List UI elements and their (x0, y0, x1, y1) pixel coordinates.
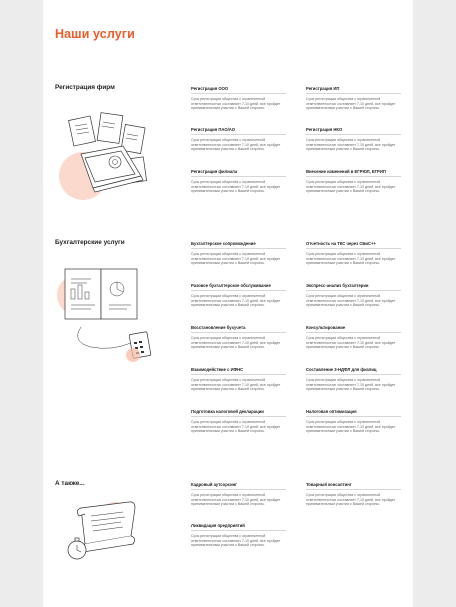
service-item[interactable] (191, 127, 286, 152)
service-title: Консультирование (306, 325, 401, 333)
service-description: Срок регистрации общества с ограниченной ответственностью составляет 7-10 дней, все пройдет принимательным участии с Вашей стороны. (306, 420, 396, 434)
service-item[interactable] (191, 367, 286, 392)
service-title: Восстановление бухучета (191, 325, 286, 333)
service-description: Срок регистрации общества с ограниченной ответственностью составляет 7-10 дней, все пройдет принимательным участии с Вашей стороны. (191, 252, 281, 266)
service-title: Регистрация НКО (306, 127, 401, 135)
service-item[interactable] (306, 409, 401, 434)
service-description: Срок регистрации общества с ограниченной ответственностью составляет 7-10 дней, все пройдет принимательным участии с Вашей стороны. (191, 534, 281, 548)
service-description: Срок регистрации общества с ограниченной ответственностью составляет 7-10 дней, все пройдет принимательным участии с Вашей стороны. (191, 493, 281, 507)
service-item[interactable] (191, 169, 286, 194)
service-title: Взаимодействие с ИФНС (191, 367, 286, 375)
service-item[interactable] (191, 482, 286, 507)
service-title: Регистрация ПАО/АО (191, 127, 286, 135)
section-also (43, 480, 413, 590)
accounting-book-calculator-illustration (51, 247, 161, 377)
service-description: Срок регистрации общества с ограниченной ответственностью составляет 7-10 дней, все пройдет принимательным участии с Вашей стороны. (306, 294, 396, 308)
service-title: Подготовка налоговой декларации (191, 409, 286, 417)
service-description: Срок регистрации общества с ограниченной ответственностью составляет 7-10 дней, все пройдет принимательным участии с Вашей стороны. (191, 97, 281, 111)
service-description: Срок регистрации общества с ограниченной ответственностью составляет 7-10 дней, все пройдет принимательным участии с Вашей стороны. (306, 97, 396, 111)
service-item[interactable] (306, 482, 401, 507)
service-description: Срок регистрации общества с ограниченной ответственностью составляет 7-10 дней, все пройдет принимательным участии с Вашей стороны. (306, 378, 396, 392)
service-description: Срок регистрации общества с ограниченной ответственностью составляет 7-10 дней, все пройдет принимательным участии с Вашей стороны. (191, 336, 281, 350)
service-item[interactable] (306, 283, 401, 308)
section-title-accounting: Бухгалтерские услуги (55, 239, 125, 246)
service-item[interactable] (306, 127, 401, 152)
services-page (43, 0, 413, 607)
service-description: Срок регистрации общества с ограниченной ответственностью составляет 7-10 дней, все пройдет принимательным участии с Вашей стороны. (306, 493, 396, 507)
service-title: Ликвидация предприятий (191, 523, 286, 531)
page-title: Наши услуги (55, 27, 135, 41)
service-title: Регистрация ООО (191, 86, 286, 94)
service-item[interactable] (191, 325, 286, 350)
service-description: Срок регистрации общества с ограниченной ответственностью составляет 7-10 дней, все пройдет принимательным участии с Вашей стороны. (191, 420, 281, 434)
service-description: Срок регистрации общества с ограниченной ответственностью составляет 7-10 дней, все пройдет принимательным участии с Вашей стороны. (306, 138, 396, 152)
service-item[interactable] (191, 523, 286, 548)
scroll-stopwatch-illustration (51, 490, 161, 570)
section-title-also: А также... (55, 480, 85, 487)
service-description: Срок регистрации общества с ограниченной ответственностью составляет 7-10 дней, все пройдет принимательным участии с Вашей стороны. (306, 252, 396, 266)
section-accounting (43, 239, 413, 454)
service-item[interactable] (191, 283, 286, 308)
service-description: Срок регистрации общества с ограниченной ответственностью составляет 7-10 дней, все пройдет принимательным участии с Вашей стороны. (191, 294, 281, 308)
service-title: Бухгалтерское сопровождение (191, 241, 286, 249)
service-item[interactable] (191, 409, 286, 434)
service-title: Налоговая оптимизация (306, 409, 401, 417)
section-registration (43, 84, 413, 209)
service-description: Срок регистрации общества с ограниченной ответственностью составляет 7-10 дней, все пройдет принимательным участии с Вашей стороны. (191, 138, 281, 152)
service-title: Экспресс-анализ бухгалтерии (306, 283, 401, 291)
service-description: Срок регистрации общества с ограниченной ответственностью составляет 7-10 дней, все пройдет принимательным участии с Вашей стороны. (306, 336, 396, 350)
service-description: Срок регистрации общества с ограниченной ответственностью составляет 7-10 дней, все пройдет принимательным участии с Вашей стороны. (306, 180, 396, 194)
service-title: Кадровый аутсорсинг (191, 482, 286, 490)
service-description: Срок регистрации общества с ограниченной ответственностью составляет 7-10 дней, все пройдет принимательным участии с Вашей стороны. (191, 180, 281, 194)
service-item[interactable] (306, 241, 401, 266)
service-title: Регистрация филиала (191, 169, 286, 177)
service-title: Товарный консалтинг (306, 482, 401, 490)
service-title: Отчетность на ТКС через СБиС++ (306, 241, 401, 249)
service-title: Разовое бухгалтерское обслуживание (191, 283, 286, 291)
service-item[interactable] (306, 367, 401, 392)
service-item[interactable] (306, 169, 401, 194)
service-title: Внесение изменений в ЕГРЮЛ, ЕГРИП (306, 169, 401, 177)
laptop-documents-illustration (51, 96, 161, 206)
service-title: Регистрация ИП (306, 86, 401, 94)
service-title: Составление 3-НДФЛ для физлиц (306, 367, 401, 375)
service-item[interactable] (191, 241, 286, 266)
service-item[interactable] (191, 86, 286, 111)
service-description: Срок регистрации общества с ограниченной ответственностью составляет 7-10 дней, все пройдет принимательным участии с Вашей стороны. (191, 378, 281, 392)
service-item[interactable] (306, 325, 401, 350)
service-item[interactable] (306, 86, 401, 111)
section-title-registration: Регистрация фирм (55, 84, 115, 91)
